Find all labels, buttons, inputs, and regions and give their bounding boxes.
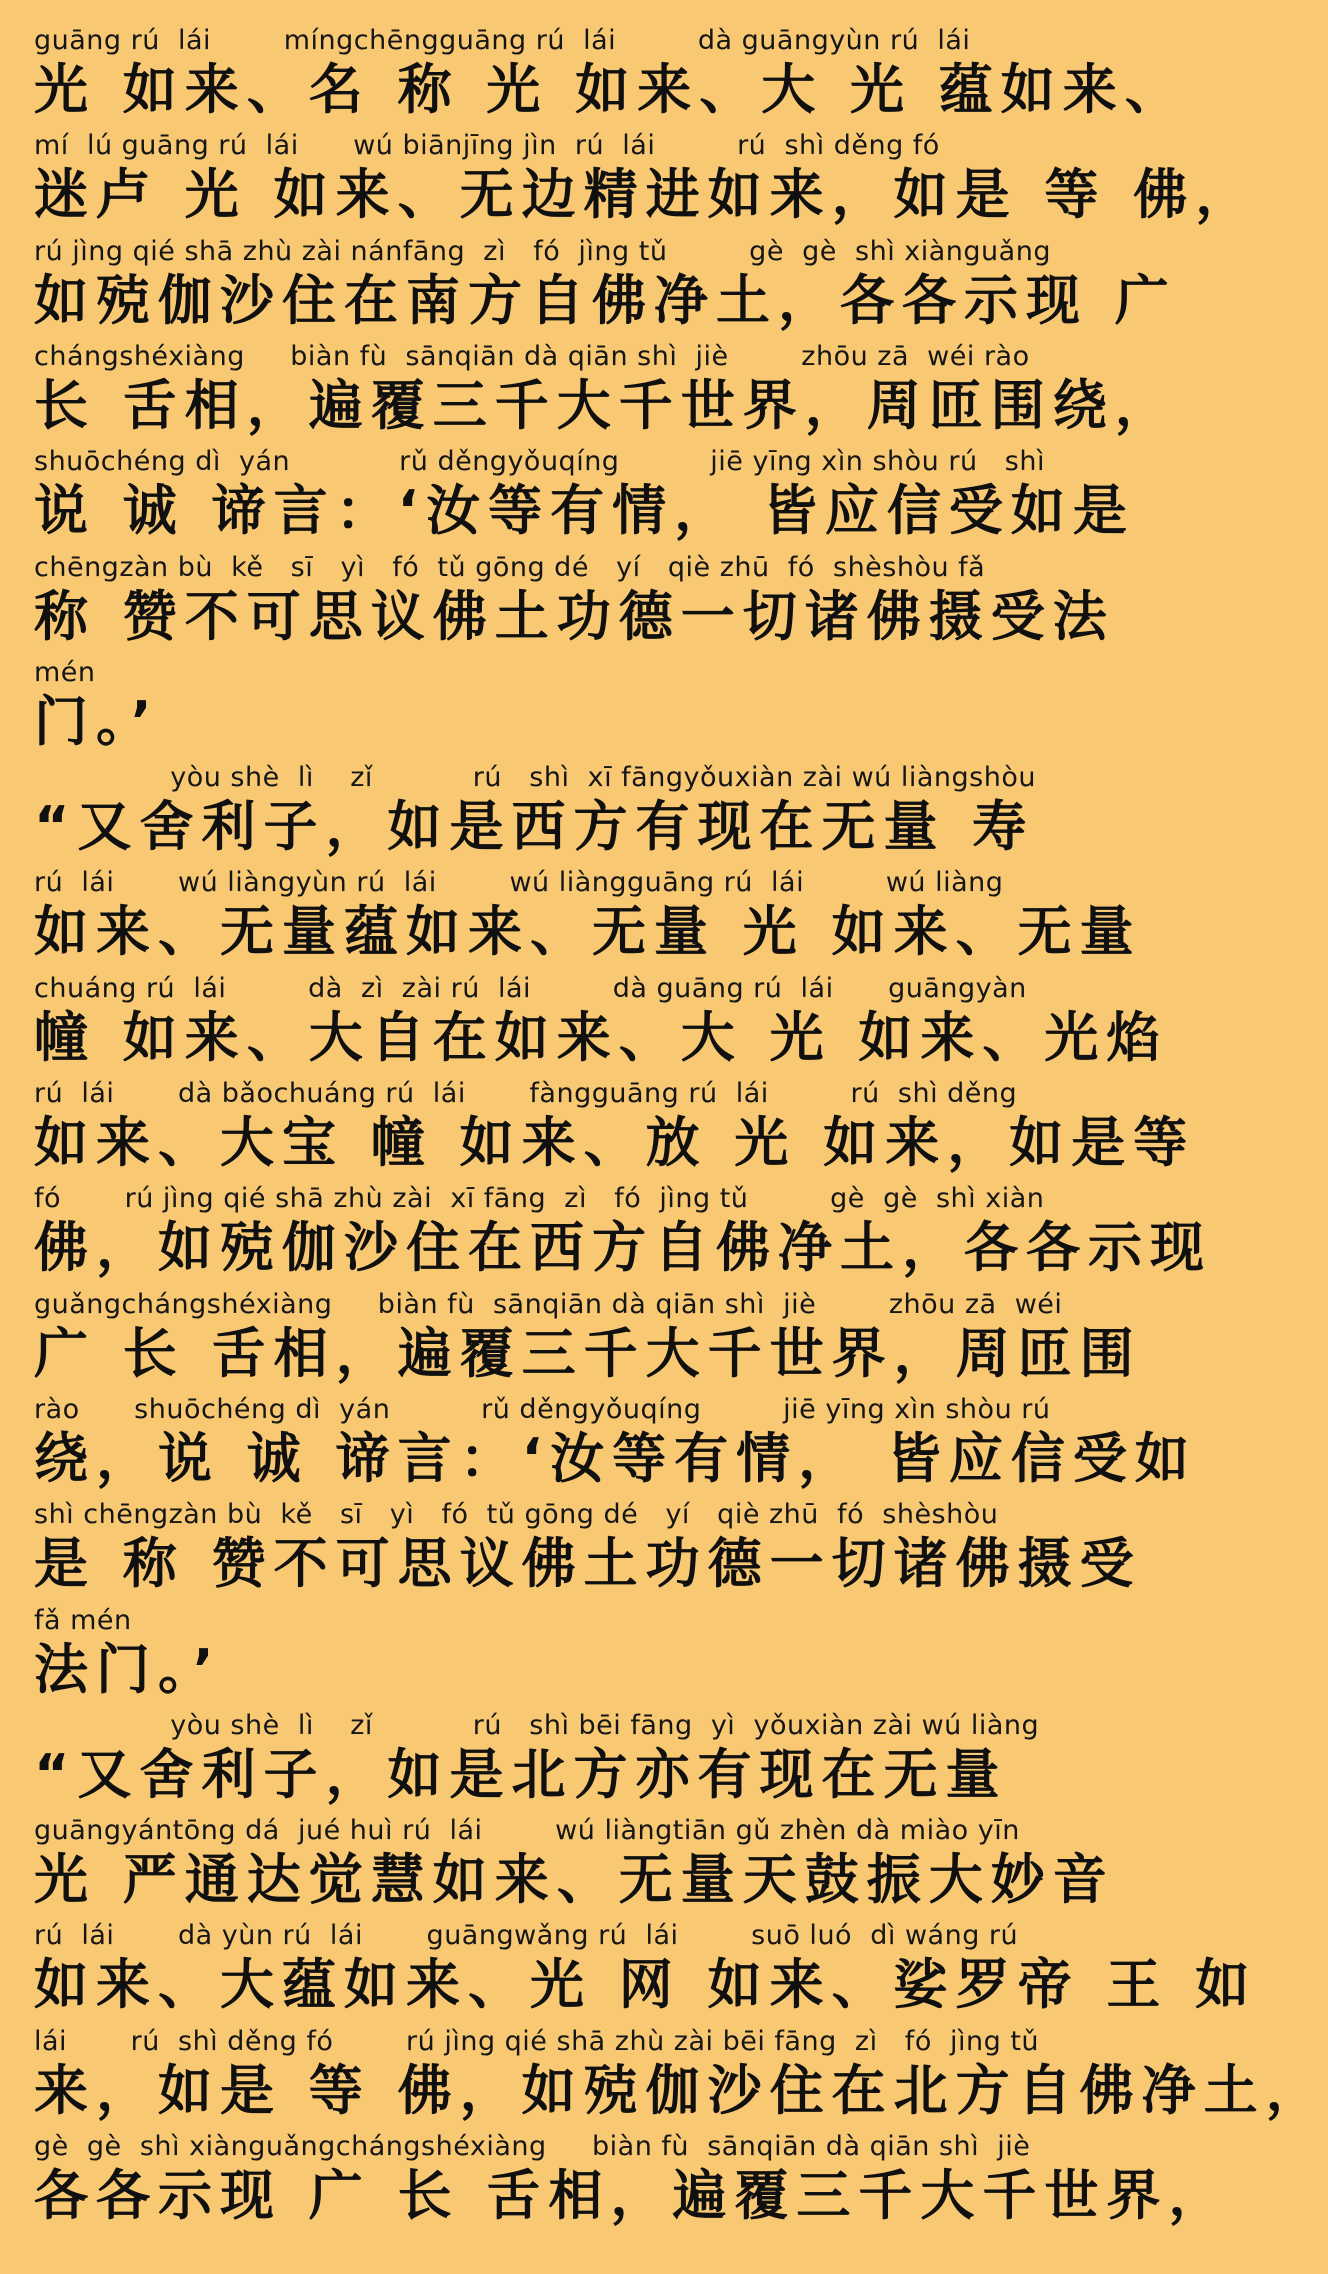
text-line	[34, 24, 1187, 122]
pinyin-line: mén	[34, 657, 96, 688]
hanzi-line: 来，如是 等 佛，如殑伽沙住在北方自佛净土，	[34, 2059, 1328, 2122]
pinyin-line: rào shuōchéng dì yán rǔ děngyǒuqíng jiē yīng xìn shòu rú	[34, 1394, 1051, 1425]
hanzi-line: 如来、大蕴如来、光 网 如来、娑罗帝 王 如	[34, 1953, 1258, 2016]
text-line	[34, 1814, 1115, 1912]
text-line	[34, 1182, 1212, 1280]
text-line	[34, 1498, 1142, 1596]
text-line	[34, 1604, 1056, 1702]
pinyin-line: shuōchéng dì yán rǔ děngyǒuqíng jiē yīng xìn shòu rú shì	[34, 446, 1045, 477]
text-line	[34, 2130, 1231, 2228]
pinyin-line: guǎngchángshéxiàng biàn fù sānqiān dà qiān shì jiè zhōu zā wéi	[34, 1289, 1063, 1320]
text-line	[34, 551, 1115, 649]
hanzi-line: 长 舌相，遍覆三千大千世界，周匝围绕，	[34, 374, 1177, 437]
text-line	[34, 235, 1177, 333]
pinyin-line: rú lái dà bǎochuáng rú lái fàngguāng rú lái rú shì děng	[34, 1078, 1018, 1109]
pinyin-line: rú jìng qié shā zhù zài nánfāng zì fó jìng tǔ gè gè shì xiànguǎng	[34, 236, 1051, 267]
text-line	[34, 129, 1258, 227]
hanzi-line: 光 严通达觉慧如来、无量天鼓振大妙音	[34, 1848, 1115, 1911]
pinyin-line: shì chēngzàn bù kě sī yì fó tǔ gōng dé yí qiè zhū fó shèshòu	[34, 1499, 999, 1530]
hanzi-line: 门。’	[34, 690, 160, 753]
pinyin-line: chángshéxiàng biàn fù sānqiān dà qiān shì jiè zhōu zā wéi rào	[34, 341, 1030, 372]
pinyin-line: yòu shè lì zǐ rú shì bēi fāng yì yǒuxiàn zài wú liàng	[34, 1710, 1040, 1741]
hanzi-line: 如殑伽沙住在南方自佛净土，各各示现 广	[34, 269, 1177, 332]
hanzi-line: 佛，如殑伽沙住在西方自佛净土，各各示现	[34, 1216, 1212, 1279]
text-line	[34, 1077, 1196, 1175]
text-line	[34, 340, 1177, 438]
hanzi-line: 绕，说 诚 谛言：‘汝等有情， 皆应信受如	[34, 1427, 1197, 1490]
hanzi-line: 迷卢 光 如来、无边精进如来，如是 等 佛，	[34, 163, 1258, 226]
pinyin-line: guāng rú lái míngchēngguāng rú lái dà guāngyùn rú lái	[34, 25, 971, 56]
hanzi-line: 称 赞不可思议佛土功德一切诸佛摄受法	[34, 585, 1115, 648]
hanzi-line: “又舍利子，如是北方亦有现在无量	[34, 1743, 1008, 1806]
text-line	[34, 2025, 1328, 2123]
text-line	[34, 866, 1142, 964]
text-line	[34, 1393, 1197, 1491]
text-line	[34, 1709, 1056, 1807]
hanzi-line: 光 如来、名 称 光 如来、大 光 蕴如来、	[34, 58, 1187, 121]
pinyin-line: mí lú guāng rú lái wú biānjīng jìn rú lái rú shì děng fó	[34, 130, 940, 161]
hanzi-line: 如来、大宝 幢 如来、放 光 如来，如是等	[34, 1111, 1196, 1174]
pinyin-line: yòu shè lì zǐ rú shì xī fāngyǒuxiàn zài wú liàngshòu	[34, 762, 1036, 793]
pinyin-line: guāngyántōng dá jué huì rú lái wú liàngtiān gǔ zhèn dà miào yīn	[34, 1815, 1020, 1846]
text-line	[34, 972, 1169, 1070]
hanzi-line: 说 诚 谛言：‘汝等有情， 皆应信受如是	[34, 479, 1135, 542]
text-line	[34, 445, 1135, 543]
text-line	[34, 761, 1056, 859]
pinyin-line: fǎ mén	[34, 1605, 132, 1636]
pinyin-line: rú lái dà yùn rú lái guāngwǎng rú lái suō luó dì wáng rú	[34, 1920, 1019, 1951]
text-line	[34, 656, 1056, 754]
hanzi-line: 幢 如来、大自在如来、大 光 如来、光焰	[34, 1006, 1169, 1069]
hanzi-line: “又舍利子，如是西方有现在无量 寿	[34, 795, 1035, 858]
text-line	[34, 1919, 1258, 2017]
hanzi-line: 法门。’	[34, 1638, 222, 1701]
pinyin-line: rú lái wú liàngyùn rú lái wú liàngguāng rú lái wú liàng	[34, 867, 1004, 898]
text-line	[34, 1288, 1142, 1386]
pinyin-line: lái rú shì děng fó rú jìng qié shā zhù zài bēi fāng zì fó jìng tǔ	[34, 2026, 1040, 2057]
pinyin-line: gè gè shì xiànguǎngchángshéxiàng biàn fù sānqiān dà qiān shì jiè	[34, 2131, 1031, 2162]
pinyin-line: chēngzàn bù kě sī yì fó tǔ gōng dé yí qiè zhū fó shèshòu fǎ	[34, 552, 986, 583]
hanzi-line: 各各示现 广 长 舌相，遍覆三千大千世界，	[34, 2164, 1231, 2227]
pinyin-line: fó rú jìng qié shā zhù zài xī fāng zì fó jìng tǔ gè gè shì xiàn	[34, 1183, 1045, 1214]
hanzi-line: 是 称 赞不可思议佛土功德一切诸佛摄受	[34, 1532, 1142, 1595]
pinyin-line: chuáng rú lái dà zì zài rú lái dà guāng rú lái guāngyàn	[34, 973, 1027, 1004]
hanzi-line: 广 长 舌相，遍覆三千大千世界，周匝围	[34, 1322, 1142, 1385]
hanzi-line: 如来、无量蕴如来、无量 光 如来、无量	[34, 900, 1142, 963]
